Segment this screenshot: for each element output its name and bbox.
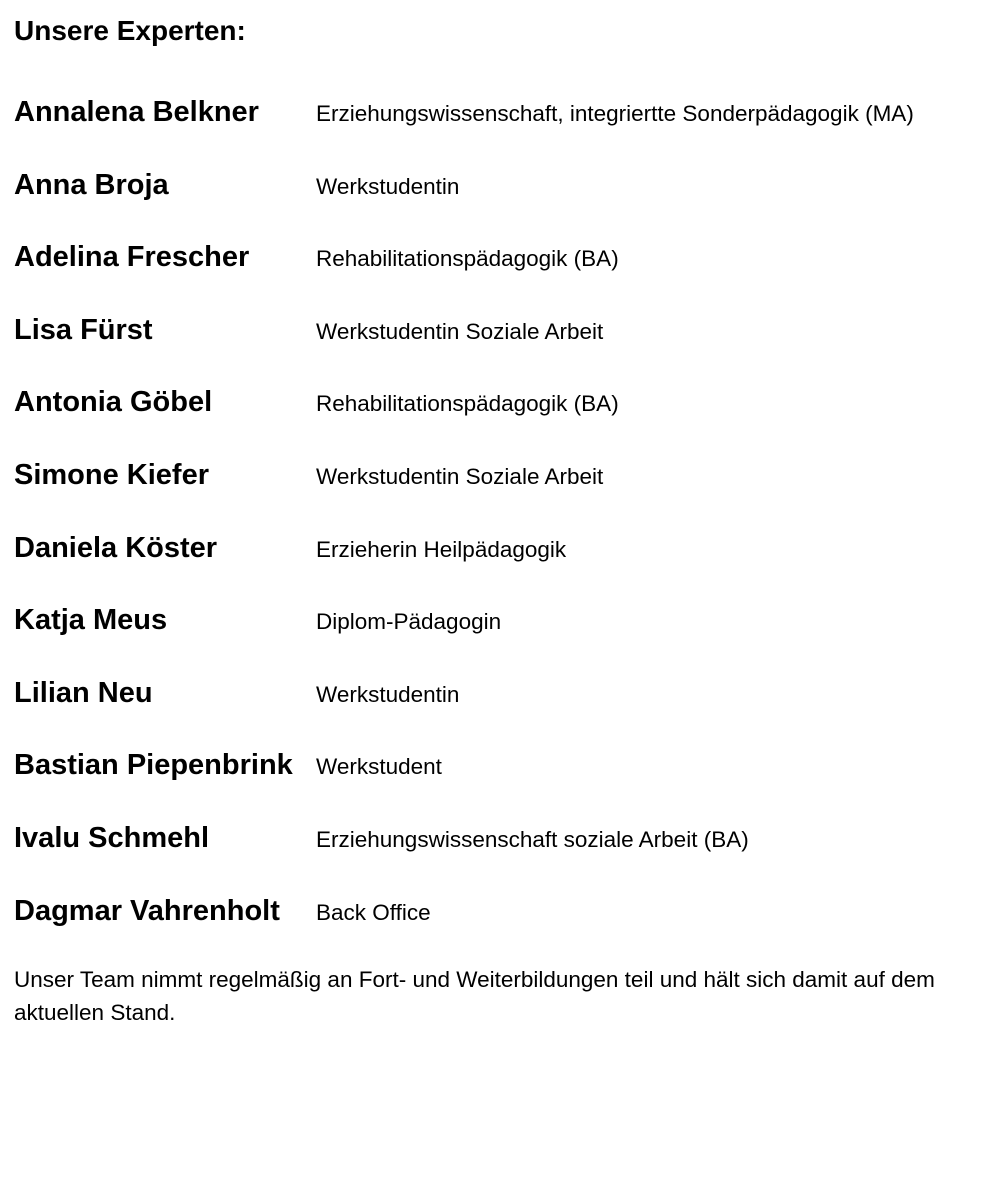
expert-role: Erzieherin Heilpädagogik	[316, 536, 567, 562]
expert-name: Antonia Göbel	[14, 386, 213, 419]
expert-role: Back Office	[316, 899, 431, 925]
expert-role: Rehabilitationspädagogik (BA)	[316, 246, 619, 272]
expert-role: Erziehungswissenschaft, integriertte Sonderpädagogik (MA)	[316, 101, 914, 126]
team-training-note: Unser Team nimmt regelmäßig an Fort- und Weiterbildungen teil und hält sich damit auf dem aktuellen Stand.	[14, 967, 935, 1025]
expert-name: Daniela Köster	[14, 531, 218, 564]
expert-row	[14, 601, 969, 674]
expert-name: Adelina Frescher	[14, 241, 250, 274]
expert-row	[14, 819, 969, 892]
expert-row	[14, 746, 969, 819]
expert-role: Erziehungswissenschaft soziale Arbeit (BA)	[316, 826, 749, 852]
expert-row	[14, 456, 969, 529]
expert-row	[14, 93, 969, 166]
expert-name: Annalena Belkner	[14, 96, 259, 128]
expert-row	[14, 166, 969, 239]
experts-list	[14, 93, 969, 964]
expert-name: Lisa Fürst	[14, 313, 153, 346]
expert-name: Bastian Piepenbrink	[14, 749, 293, 782]
expert-role: Werkstudentin	[316, 173, 460, 199]
expert-name: Simone Kiefer	[14, 458, 209, 491]
expert-role: Diplom-Pädagogin	[316, 609, 502, 635]
expert-row	[14, 383, 969, 456]
expert-row	[14, 311, 969, 384]
expert-name: Ivalu Schmehl	[14, 821, 210, 854]
expert-role: Werkstudentin	[316, 681, 460, 707]
expert-row	[14, 674, 969, 747]
expert-role: Werkstudentin Soziale Arbeit	[316, 318, 604, 344]
expert-role: Werkstudent	[316, 754, 442, 780]
expert-row	[14, 892, 969, 965]
expert-row	[14, 529, 969, 602]
expert-name: Lilian Neu	[14, 676, 153, 709]
expert-name: Katja Meus	[14, 604, 168, 637]
expert-name: Dagmar Vahrenholt	[14, 894, 280, 927]
expert-role: Rehabilitationspädagogik (BA)	[316, 391, 619, 417]
expert-name: Anna Broja	[14, 168, 169, 201]
expert-role: Werkstudentin Soziale Arbeit	[316, 463, 604, 489]
section-heading: Unsere Experten:	[14, 15, 246, 46]
expert-row	[14, 238, 969, 311]
